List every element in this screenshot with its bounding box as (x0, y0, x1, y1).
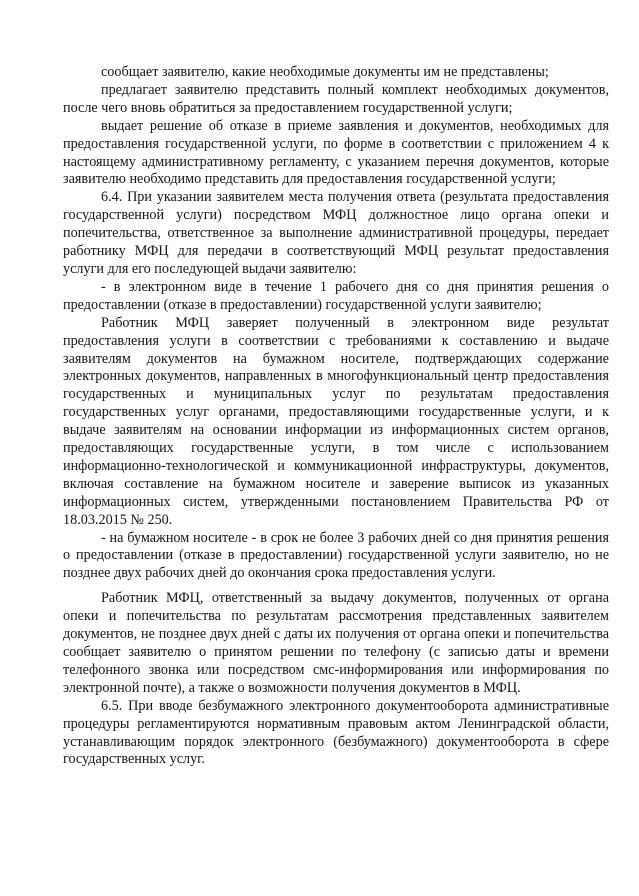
paragraph-electronic-form: - в электронном виде в течение 1 рабочего дня со дня принятия решения о предоставлении (отказе в предоставлении) государственной услуги заявителю; (63, 278, 609, 313)
document-page (63, 64, 609, 769)
paragraph-paper-form: - на бумажном носителе - в срок не более 3 рабочих дней со дня принятия решения о предоставлении (отказе в предоставлении) государственной услуги заявителю, но не позднее двух рабочих дней до окончания срока предоставления услуги. (63, 529, 609, 582)
paragraph-mfc-notifies: Работник МФЦ, ответственный за выдачу документов, полученных от органа опеки и попечительства по результатам рассмотрения представленных заявителем документов, не позднее двух дней с даты их получения от органа опеки и попечительства сообщает заявителю о принятом решении по телефону (с записью даты и времени телефонного звонка или посредством смс-информирования или информирования по электронной почте), а также о возможности получения документов в МФЦ. (63, 590, 609, 696)
paragraph-mfc-certifies: Работник МФЦ заверяет полученный в электронном виде результат предоставления услуги в соответствии с требованиями к составлению и выдаче заявителям документов на бумажном носителе, подтверждающих содержание электронных документов, направленных в многофункциональный центр предоставления государственных и муниципальных услуг по результатам предоставления государственных услуг органами, предоставляющими государственные услуги, и к выдаче заявителям на основании информации из информационных систем органов, предоставляющих государственные услуги, в том числе с использованием информационно-технологической и коммуникационной инфраструктуры, документов, включая составление на бумажном носителе и заверение выписок из указанных информационных систем, утвержденными постановлением Правительства РФ от 18.03.2015 № 250. (63, 314, 609, 528)
paragraph-issue-refusal: выдает решение об отказе в приеме заявления и документов, необходимых для предоставления государственной услуги, по форме в соответствии с приложением 4 к настоящему административному регламенту, с указанием перечня документов, которые заявителю необходимо представить для предоставления государственной услуги; (63, 117, 609, 188)
paragraph-6-4: 6.4. При указании заявителем места получения ответа (результата предоставления государственной услуги) посредством МФЦ должностное лицо органа опеки и попечительства, ответственное за выполнение административной процедуры, передает работнику МФЦ для передачи в соответствующий МФЦ результат предоставления услуги для его последующей выдачи заявителю: (63, 189, 609, 277)
paragraph-6-5: 6.5. При вводе безбумажного электронного документооборота административные процедуры регламентируются нормативным правовым актом Ленинградской области, устанавливающим порядок электронного (безбумажного) документооборота в сфере государственных услуг. (63, 697, 609, 768)
paragraph-inform-missing-docs: сообщает заявителю, какие необходимые документы им не представлены; (101, 64, 549, 80)
paragraph-offer-full-set: предлагает заявителю представить полный комплект необходимых документов, после чего вновь обратиться за предоставлением государственной услуги; (63, 81, 609, 116)
